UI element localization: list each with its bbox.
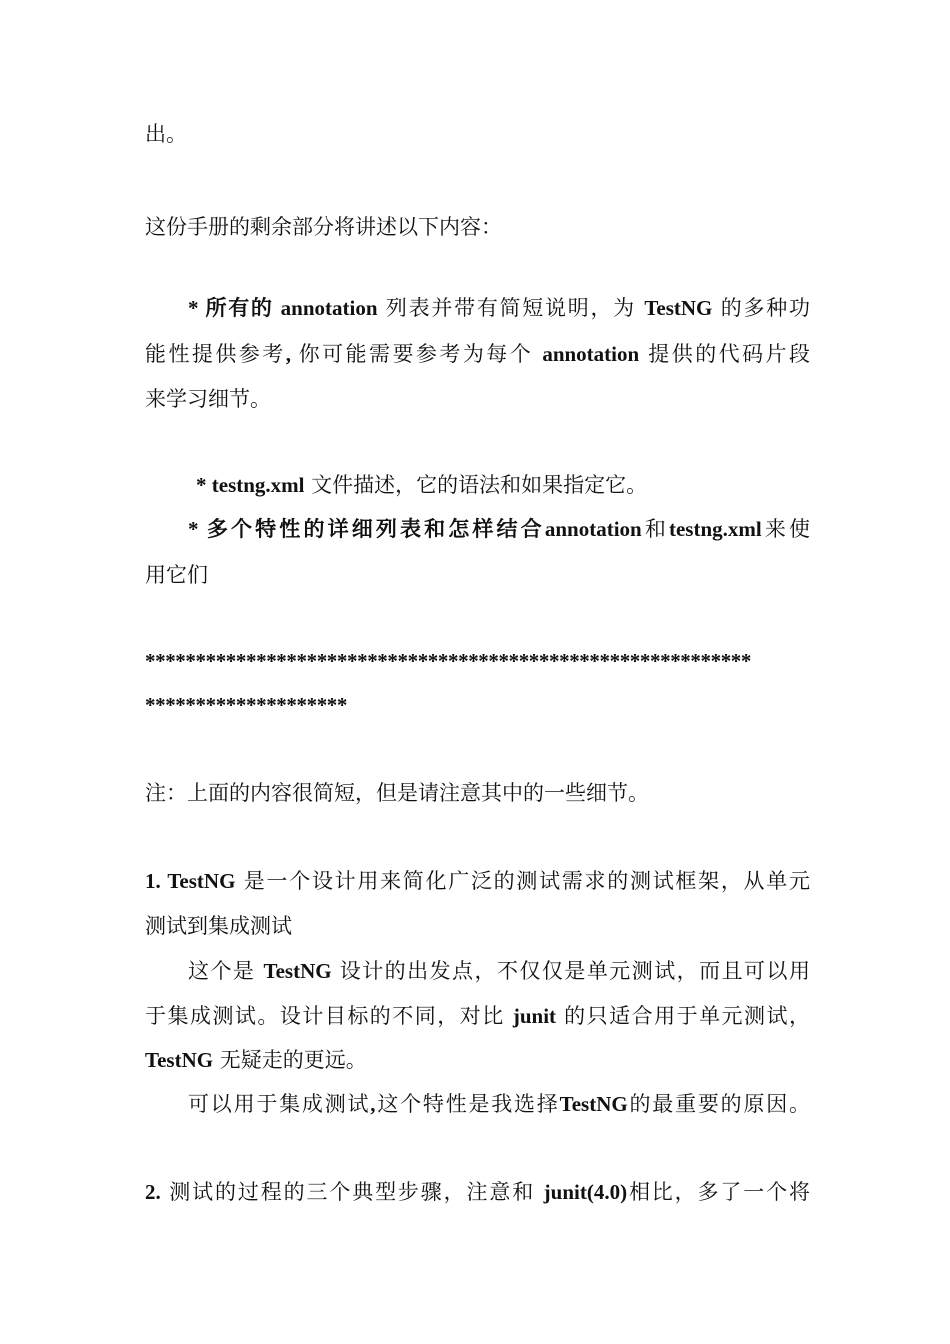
section-1-heading: 1. TestNG 是一个设计用来简化广泛的测试需求的测试框架，从单元: [145, 869, 810, 893]
separator-stars: ********************: [145, 693, 348, 717]
bullet-annotation-list: * 所有的 annotation 列表并带有简短说明，为 TestNG 的多种功: [188, 296, 810, 320]
text-line: 出。: [145, 122, 187, 146]
bullet-feature-list: * 多个特性的详细列表和怎样结合annotation和testng.xml来使: [188, 517, 811, 541]
separator-stars: ************************************************************: [145, 649, 752, 673]
text-line: 可以用于集成测试,这个特性是我选择TestNG的最重要的原因。: [188, 1092, 811, 1116]
section-2-heading: 2. 测试的过程的三个典型步骤，注意和 junit(4.0)相比，多了一个将: [145, 1180, 810, 1204]
text-line: 来学习细节。: [145, 387, 271, 411]
text-line: 能性提供参考, 你可能需要参考为每个 annotation 提供的代码片段: [145, 342, 811, 366]
text-line: 测试到集成测试: [145, 914, 292, 938]
text-line: 这份手册的剩余部分将讲述以下内容：: [145, 215, 502, 239]
text-line: 这个是 TestNG 设计的出发点，不仅仅是单元测试，而且可以用: [188, 959, 810, 983]
text-line: 于集成测试。设计目标的不同，对比 junit 的只适合用于单元测试，: [145, 1004, 810, 1028]
note-line: 注：上面的内容很简短，但是请注意其中的一些细节。: [145, 781, 649, 805]
bullet-testng-xml: * testng.xml 文件描述，它的语法和如果指定它。: [196, 473, 648, 497]
text-line: 用它们: [145, 563, 208, 587]
text-line: TestNG 无疑走的更远。: [145, 1048, 367, 1072]
